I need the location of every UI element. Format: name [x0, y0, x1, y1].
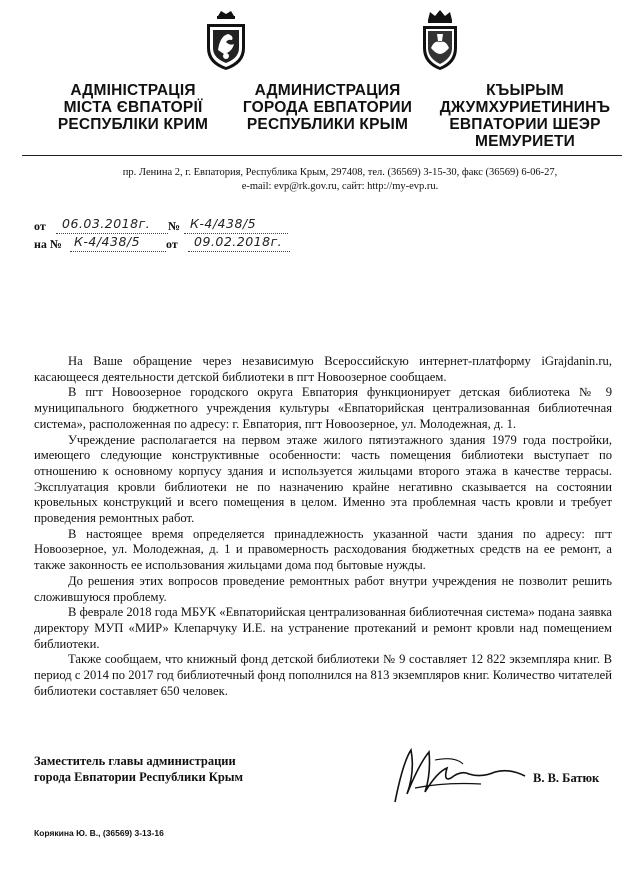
header-crh-line-1: КЪЫРЫМ — [486, 82, 564, 99]
header-rus-line-2: ГОРОДА ЕВПАТОРИИ — [242, 99, 413, 116]
ref-reply-date-underline — [188, 251, 290, 252]
header-ukrainian — [48, 82, 218, 133]
ref-reply-label: на № — [34, 237, 62, 251]
signatory-position-line-2: города Евпатории Республики Крым — [34, 770, 244, 784]
header-crh-line-3: ЕВПАТОРИИ ШЕЭР — [449, 116, 601, 133]
ref-date: 06.03.2018г. — [62, 216, 151, 231]
crimea-coat-of-arms-icon — [204, 10, 248, 72]
contact-line-2: e-mail: evp@rk.gov.ru, сайт: http://my-evp.ru. — [241, 181, 439, 192]
contact-line-1: пр. Ленина 2, г. Евпатория, Республика Крым, 297408, тел. (36569) 3-15-30, факс (36569) 6-06-27, — [122, 167, 558, 178]
paragraph-5: До решения этих вопросов проведение ремонтных работ внутри учреждения не позволит решить сложившуюся проблему. — [34, 573, 612, 604]
paragraph-4: В настоящее время определяется принадлежность указанной части здания по адресу: пгт Новоозерное, ул. Молодежная, д. 1 и правомерность расходования бюджетных средств на ее ремонт, а также законность ее использования жильцами дома под бытовые нужды. — [34, 526, 612, 573]
paragraph-6: В феврале 2018 года МБУК «Евпаторийская централизованная библиотечная система» подана заявка директору МУП «МИР» Клепарчуку И.Е. на устранение протеканий и ремонт кровли над помещением библиотеки. — [34, 605, 612, 651]
paragraph-2: В пгт Новоозерное городского округа Евпатория функционирует детская библиотека № 9 муниципального бюджетного учреждения культуры «Евпаторийская централизованная библиотечная система», расположенная по адресу: г. Евпатория, пгт Новоозерное, ул. Молодежная, д. 1. — [34, 385, 612, 431]
ref-from2-label: от — [166, 237, 178, 251]
ref-number: К-4/438/5 — [190, 216, 257, 231]
header-rus-line-3: РЕСПУБЛИКИ КРЫМ — [246, 116, 409, 133]
header-russian — [240, 82, 415, 133]
ref-no-label: № — [168, 219, 181, 233]
signatory-position-line-1: Заместитель главы администрации — [34, 754, 236, 768]
signatory-name: В. В. Батюк — [533, 771, 600, 785]
ref-from-label: от — [34, 219, 46, 233]
header-rus-line-1: АДМИНИСТРАЦИЯ — [254, 82, 401, 99]
ref-reply-number: К-4/438/5 — [74, 234, 141, 249]
header-ukr-line-1: АДМІНІСТРАЦІЯ — [70, 82, 196, 99]
ref-reply-date: 09.02.2018г. — [194, 234, 283, 249]
header-crh-line-4: МЕМУРИЕТИ — [474, 133, 576, 150]
letter-body — [34, 354, 612, 699]
handwritten-signature-icon — [385, 742, 535, 812]
paragraph-7: Также сообщаем, что книжный фонд детской библиотеки № 9 составляет 12 822 экземпляра книг. В период с 2014 по 2017 год библиотечный фонд пополнился на 813 экземпляров книг. Количество читателей библиотеки составляет 650 человек. — [34, 652, 612, 698]
header-ukr-line-3: РЕСПУБЛІКИ КРИМ — [57, 116, 209, 133]
executor-contact: Корякина Ю. В., (36569) 3-13-16 — [34, 828, 164, 838]
signatory-position — [34, 753, 243, 785]
paragraph-1: На Ваше обращение через независимую Всероссийскую интернет-платформу iGrajdanin.ru, касающееся деятельности детской библиотеки в пгт Новоозерное сообщаем. — [34, 354, 612, 384]
header-crimean-tatar — [425, 82, 625, 150]
header-ukr-line-2: МІСТА ЄВПАТОРІЇ — [63, 99, 203, 116]
header-crh-line-2: ДЖУМХУРИЕТИНИНЪ — [439, 99, 611, 116]
header-divider — [22, 155, 622, 156]
ref-reply-number-underline — [70, 251, 166, 252]
paragraph-3: Учреждение располагается на первом этаже жилого пятиэтажного здания 1979 года постройки, имеющего следующие конструктивные особенности: часть помещения библиотеки выступает по отношению к основному корпусу здания и используется жильцами второго этажа в качестве террасы. Эксплуатация кровли библиотеки не по назначению крайне негативно сказывается на состоянии кровельных конструкций и всего помещения в целом. Именно эта проблемная часть кровли и требует проведения ремонтных работ. — [34, 432, 612, 526]
evpatoria-coat-of-arms-icon — [420, 10, 460, 72]
